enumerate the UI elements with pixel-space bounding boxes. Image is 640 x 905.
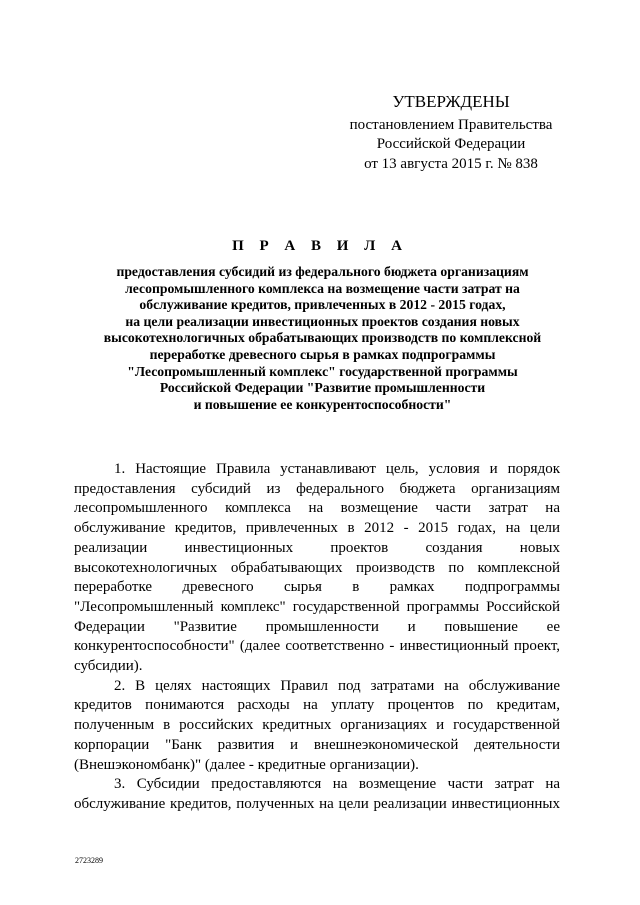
subtitle-line: Российской Федерации "Развитие промышленности bbox=[159, 380, 486, 396]
approval-line: постановлением Правительства bbox=[349, 116, 553, 133]
subtitle-line: "Лесопромышленный комплекс" государственной программы bbox=[127, 363, 518, 379]
approval-heading: УТВЕРЖДЕНЫ bbox=[392, 92, 510, 111]
subtitle-line: и повышение ее конкурентоспособности" bbox=[193, 396, 452, 412]
subtitle-line: переработке древесного сырья в рамках подпрограммы bbox=[149, 346, 496, 362]
subtitle-line: обслуживание кредитов, привлеченных в 2012 - 2015 годах, bbox=[139, 297, 506, 313]
document-subtitle bbox=[70, 264, 575, 413]
body-line: высокотехнологичных обрабатывающих производств по комплексной bbox=[74, 559, 560, 576]
body-line: лесопромышленного комплекса на возмещение части затрат на bbox=[74, 500, 560, 517]
subtitle-line: на цели реализации инвестиционных проектов создания новых bbox=[125, 313, 520, 329]
document-title: П Р А В И Л А bbox=[232, 238, 408, 254]
body-line: обслуживание кредитов, полученных на цели реализации инвестиционных bbox=[74, 795, 560, 812]
document-body bbox=[74, 460, 560, 815]
body-line: конкурентоспособности" (далее соответственно - инвестиционный проект, bbox=[74, 638, 560, 655]
body-line: субсидии). bbox=[74, 658, 143, 675]
body-line: "Лесопромышленный комплекс" государственной программы Российской bbox=[74, 598, 560, 615]
body-line: Федерации "Развитие промышленности и повышение ее bbox=[74, 618, 560, 635]
body-line: предоставления субсидий из федерального бюджета организациям bbox=[74, 480, 560, 497]
body-line: 1. Настоящие Правила устанавливают цель, условия и порядок bbox=[114, 461, 560, 477]
body-line: реализации инвестиционных проектов создания новых bbox=[74, 539, 560, 556]
subtitle-line: предоставления субсидий из федерального бюджета организациям bbox=[116, 264, 529, 279]
body-line: обслуживание кредитов, привлеченных в 2012 - 2015 годах, на цели bbox=[74, 520, 560, 537]
body-line: полученным в российских кредитных организациях и государственной bbox=[74, 717, 560, 734]
approval-block bbox=[346, 92, 556, 174]
subtitle-line: лесопромышленного комплекса на возмещение части затрат на bbox=[125, 280, 520, 296]
body-line: (Внешэкономбанк)" (далее - кредитные организации). bbox=[74, 756, 419, 773]
body-line: 3. Субсидии предоставляются на возмещение части затрат на bbox=[114, 776, 560, 793]
body-line: 2. В целях настоящих Правил под затратами на обслуживание bbox=[114, 677, 560, 694]
subtitle-line: высокотехнологичных обрабатывающих производств по комплексной bbox=[103, 330, 542, 346]
body-line: корпорации "Банк развития и внешнеэкономической деятельности bbox=[74, 736, 560, 753]
approval-line: от 13 августа 2015 г. № 838 bbox=[364, 155, 538, 172]
body-line: переработке древесного сырья в рамках подпрограммы bbox=[74, 579, 560, 596]
document-code: 2723289 bbox=[75, 856, 103, 865]
body-line: кредитов понимаются расходы на уплату процентов по кредитам, bbox=[74, 697, 560, 714]
approval-line: Российской Федерации bbox=[376, 136, 526, 152]
